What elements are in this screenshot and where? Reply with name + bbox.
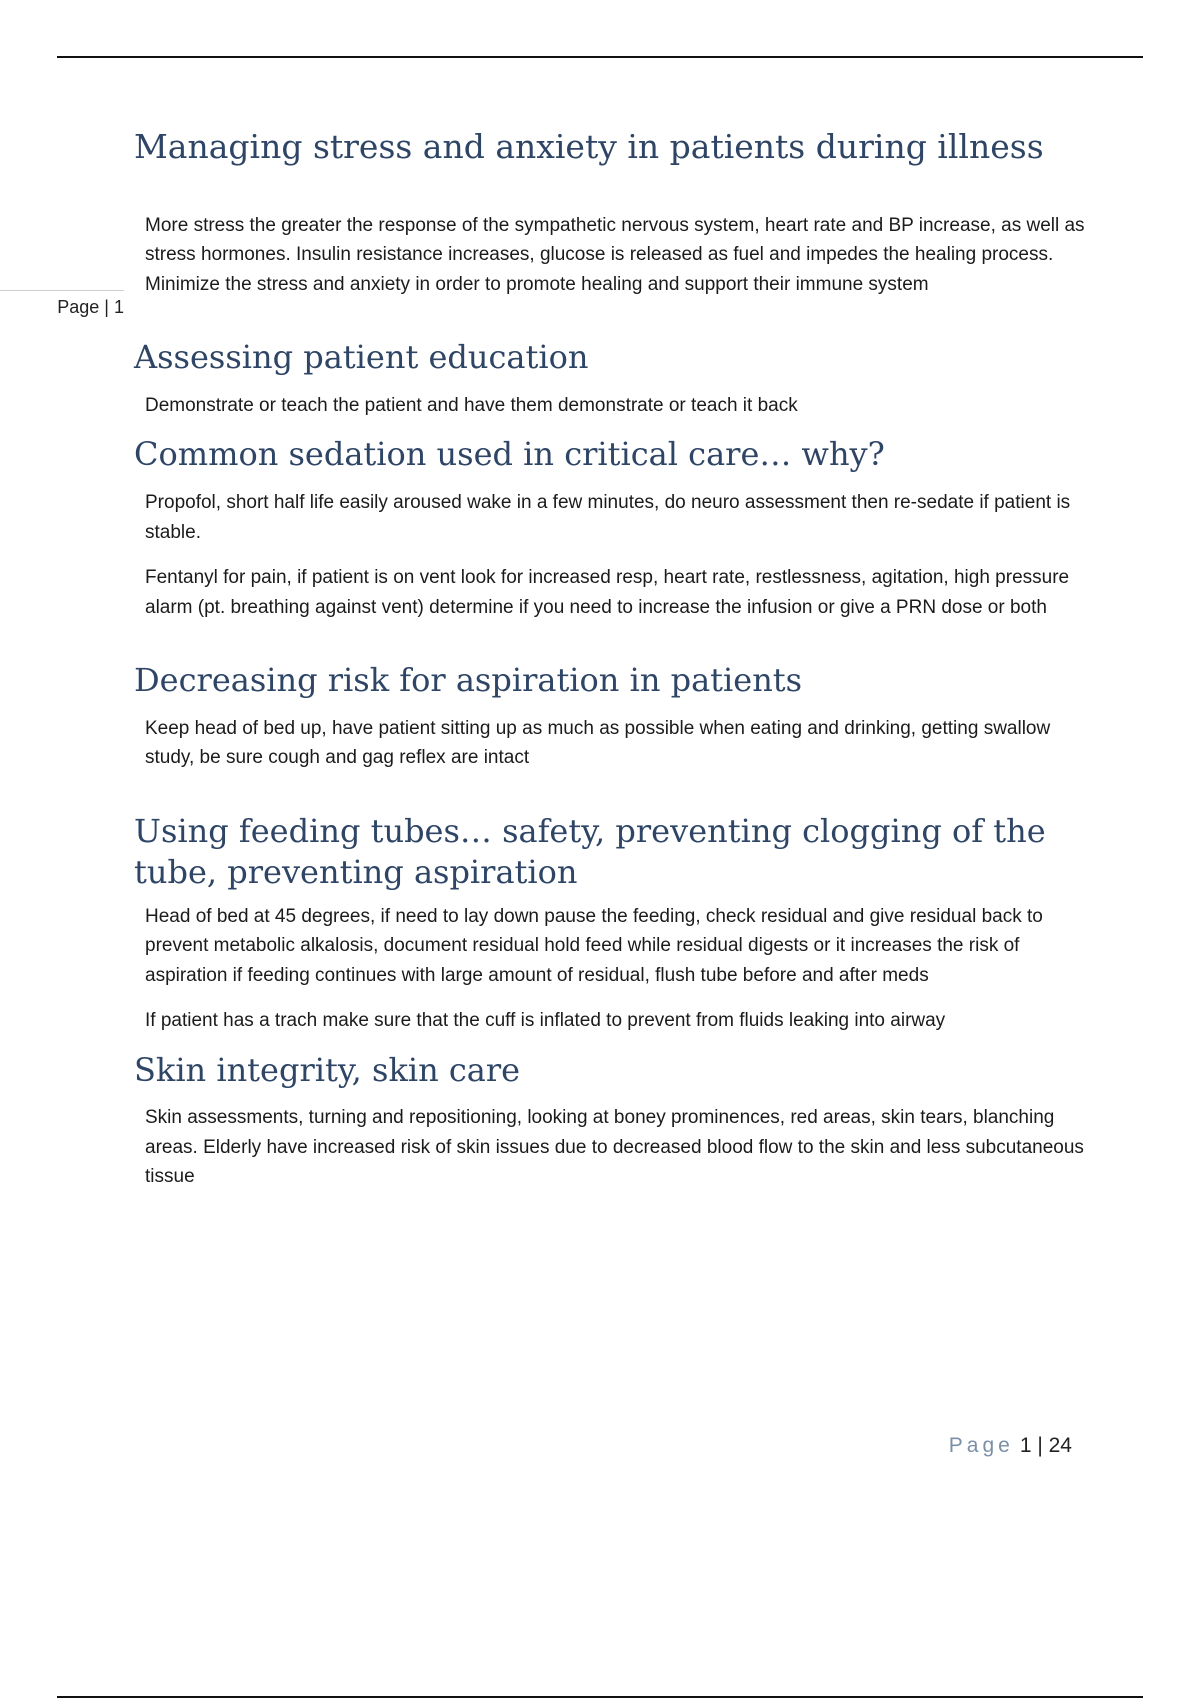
- footer-page-word: Page: [948, 1434, 1014, 1457]
- section-heading-education: Assessing patient education: [134, 338, 589, 377]
- side-page-number: [0, 290, 124, 317]
- section-heading-sedation: Common sedation used in critical care… why?: [134, 435, 885, 474]
- paragraph-stress: More stress the greater the response of the sympathetic nervous system, heart rate and BP increase, as well as stress hormones. Insulin resistance increases, glucose is released as fuel and impedes the healing process. Minimize the stress and anxiety in order to promote healing and support their immune system: [145, 214, 1085, 295]
- paragraph-education: Demonstrate or teach the patient and have them demonstrate or teach it back: [145, 394, 798, 416]
- paragraph-feeding-tubes: Head of bed at 45 degrees, if need to lay down pause the feeding, check residual and give residual back to prevent metabolic alkalosis, document residual hold feed while residual digests or it increases the risk of aspiration if feeding continues with large amount of residual, flush tube before and after meds: [145, 905, 1043, 986]
- footer-rule: [57, 1696, 1143, 1698]
- paragraph-trach: If patient has a trach make sure that the cuff is inflated to prevent from fluids leaking into airway: [145, 1010, 946, 1032]
- section-heading-feeding-tubes: Using feeding tubes… safety, preventing clogging of the tube, preventing aspiration: [134, 811, 1046, 892]
- paragraph-propofol: Propofol, short half life easily aroused wake in a few minutes, do neuro assessment then re-sedate if patient is stable.: [145, 492, 1071, 543]
- section-heading-skin: Skin integrity, skin care: [134, 1050, 521, 1089]
- paragraph-skin: Skin assessments, turning and repositioning, looking at boney prominences, red areas, skin tears, blanching areas. Elderly have increased risk of skin issues due to decreased blood flow to the skin and less subcutaneous tissue: [145, 1107, 1084, 1188]
- section-heading-aspiration: Decreasing risk for aspiration in patients: [134, 661, 803, 700]
- header-rule: [57, 56, 1143, 58]
- paragraph-fentanyl: Fentanyl for pain, if patient is on vent look for increased resp, heart rate, restlessness, agitation, high pressure alarm (pt. breathing against vent) determine if you need to increase the infusion or give a PRN dose or both: [145, 567, 1070, 618]
- side-page-label: Page | 1: [57, 297, 124, 317]
- page-footer: [949, 1434, 1072, 1458]
- footer-page-number: 1 | 24: [1019, 1434, 1072, 1457]
- document-body: [134, 126, 1094, 1192]
- paragraph-aspiration: Keep head of bed up, have patient sitting up as much as possible when eating and drinking, getting swallow study, be sure cough and gag reflex are intact: [145, 717, 1051, 769]
- section-heading-stress: Managing stress and anxiety in patients during illness: [134, 127, 1044, 166]
